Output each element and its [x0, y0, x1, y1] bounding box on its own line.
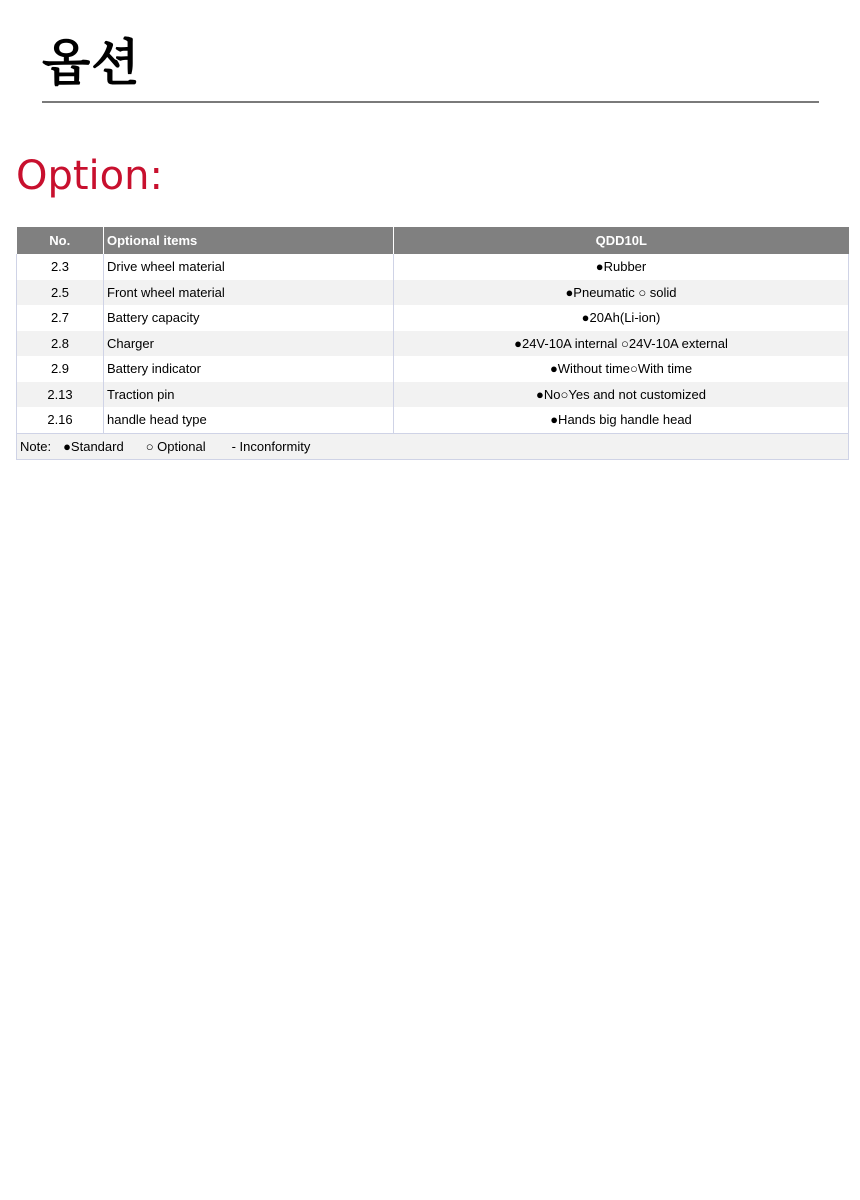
- row-item: Battery capacity: [104, 305, 394, 331]
- row-value: ●Without time○With time: [394, 356, 849, 382]
- title-divider: [42, 101, 819, 103]
- table-row: [17, 382, 849, 408]
- table-row: [17, 254, 849, 280]
- row-no: 2.9: [17, 356, 104, 382]
- header-optional-items: Optional items: [104, 227, 394, 254]
- row-no: 2.5: [17, 280, 104, 306]
- table-row: [17, 331, 849, 357]
- row-value: ●24V-10A internal ○24V-10A external: [394, 331, 849, 357]
- section-title-option: Option:: [16, 153, 163, 199]
- note-label: Note:: [20, 438, 52, 454]
- table-row: [17, 356, 849, 382]
- page-title-korean: 옵션: [42, 34, 141, 92]
- row-no: 2.13: [17, 382, 104, 408]
- table-row: [17, 280, 849, 306]
- row-no: 2.16: [17, 407, 104, 433]
- table-header-row: [17, 227, 849, 254]
- row-item: Drive wheel material: [104, 254, 394, 280]
- table-note-row: [17, 433, 849, 459]
- row-value: ●Pneumatic ○ solid: [394, 280, 849, 306]
- row-no: 2.3: [17, 254, 104, 280]
- table-row: [17, 407, 849, 433]
- note-cell: [17, 433, 849, 459]
- note-inconformity: - Inconformity: [231, 438, 311, 454]
- row-item: Traction pin: [104, 382, 394, 408]
- row-no: 2.7: [17, 305, 104, 331]
- row-value: ●Hands big handle head: [394, 407, 849, 433]
- row-no: 2.8: [17, 331, 104, 357]
- row-value: ●20Ah(Li-ion): [394, 305, 849, 331]
- row-item: Front wheel material: [104, 280, 394, 306]
- row-item: Battery indicator: [104, 356, 394, 382]
- row-item: Charger: [104, 331, 394, 357]
- options-table: [16, 227, 849, 460]
- note-standard: ●Standard: [63, 438, 124, 454]
- header-model: QDD10L: [394, 227, 849, 254]
- note-optional: ○ Optional: [145, 438, 206, 454]
- row-value: ●Rubber: [394, 254, 849, 280]
- table-row: [17, 305, 849, 331]
- header-no: No.: [17, 227, 104, 254]
- row-value: ●No○Yes and not customized: [394, 382, 849, 408]
- row-item: handle head type: [104, 407, 394, 433]
